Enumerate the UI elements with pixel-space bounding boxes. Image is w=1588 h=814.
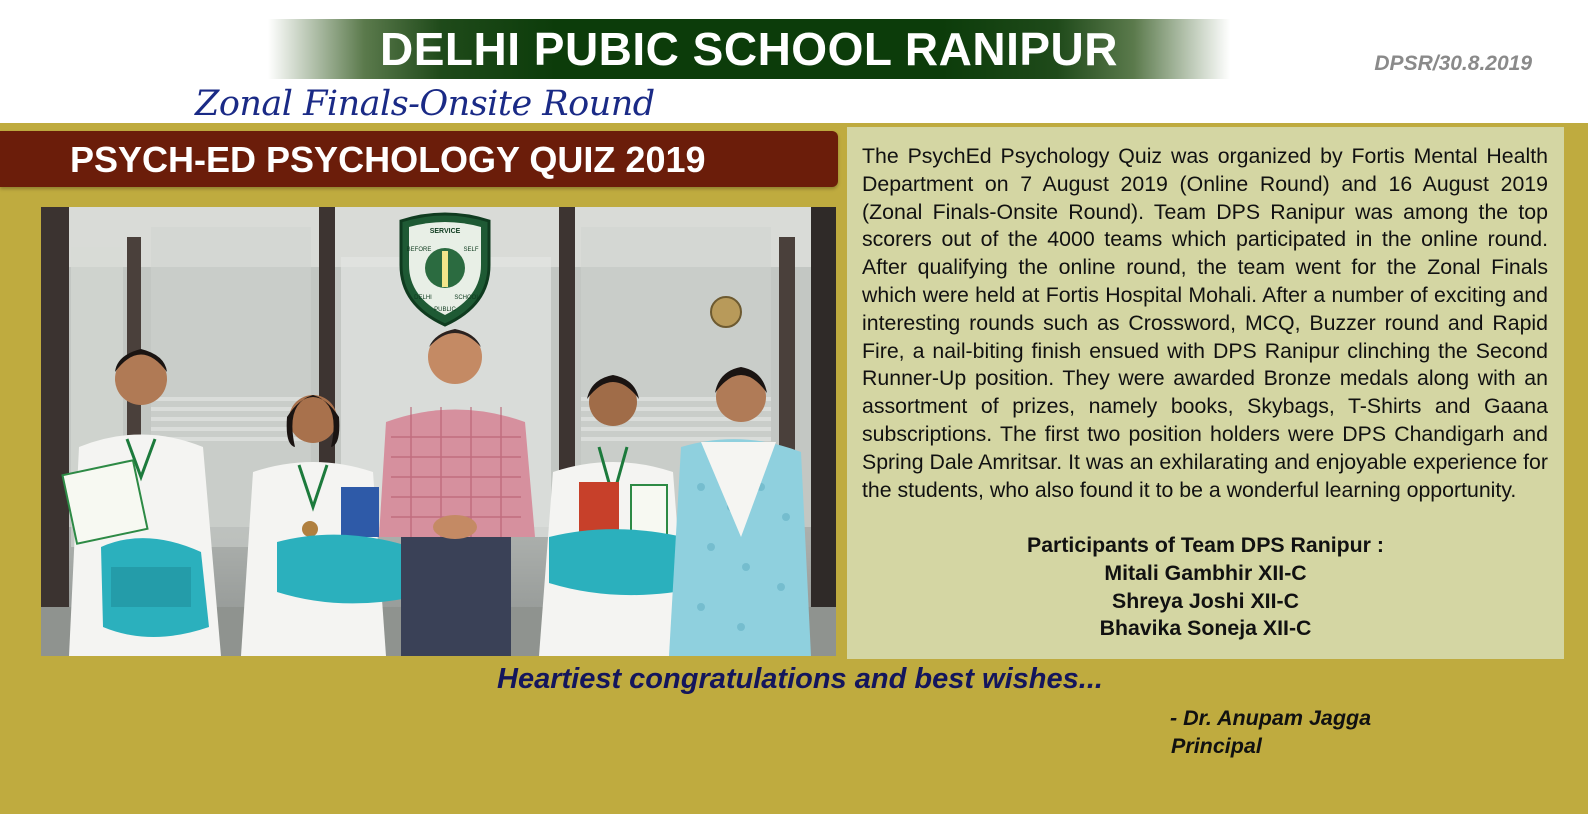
emblem-text-public: PUBLIC (434, 307, 456, 313)
group-photo (41, 207, 836, 656)
article-panel (847, 127, 1564, 659)
quiz-title: PSYCH-ED PSYCHOLOGY QUIZ 2019 (70, 139, 706, 180)
reference-code: DPSR/30.8.2019 (1374, 52, 1532, 75)
signatory-title: Principal (1171, 734, 1262, 758)
emblem-motto-left: BEFORE (406, 247, 432, 253)
participant-item: Bhavika Soneja XII-C (1099, 616, 1312, 641)
emblem-motto-top: SERVICE (429, 228, 461, 235)
article-body: The PsychEd Psychology Quiz was organized by Fortis Mental Health Department on 7 August 2019 (Online Round) and 16 August 2019 (Zonal Finals-Onsite Round). Team DPS Ranipur was among the top scorers out of the 4000 teams which participated in the online round. After qualifying the online round, the team went for the Zonal Finals which were held at Fortis Hospital Mohali. After a number of exciting and interesting rounds such as Crossword, MCQ, Buzzer round and Rapid Fire, a nail-biting finish ensued with DPS Ranipur clinching the Second Runner-Up position. They were awarded Bronze medals along with an assortment of prizes, namely books, Skybags, T-Shirts and Gaana subscriptions. The first two position holders were DPS Chandigarh and Spring Dale Amritsar. It was an exhilarating and enjoyable experience for the students, who also found it to be a wonderful learning opportunity. (862, 144, 1548, 502)
signature-block (1170, 704, 1371, 760)
group-photo-illustration (41, 207, 836, 656)
participants-heading: Participants of Team DPS Ranipur : (1027, 533, 1384, 557)
signatory-name: - Dr. Anupam Jagga (1170, 706, 1372, 730)
emblem-motto-right: SELF (463, 247, 479, 253)
round-subtitle: Zonal Finals-Onsite Round (195, 84, 655, 124)
participant-item: Mitali Gambhir XII-C (1104, 560, 1307, 585)
participant-item: Shreya Joshi XII-C (1111, 588, 1299, 613)
school-name: DELHI PUBIC SCHOOL RANIPUR (380, 23, 1118, 75)
participants-list (847, 532, 1564, 643)
emblem-text-delhi: DELHI (414, 295, 432, 301)
quiz-title-banner (0, 131, 838, 187)
school-name-banner (268, 19, 1230, 79)
emblem-text-school: SCHOOL (454, 295, 480, 301)
congratulations-message: Heartiest congratulations and best wishes... (497, 663, 1103, 695)
